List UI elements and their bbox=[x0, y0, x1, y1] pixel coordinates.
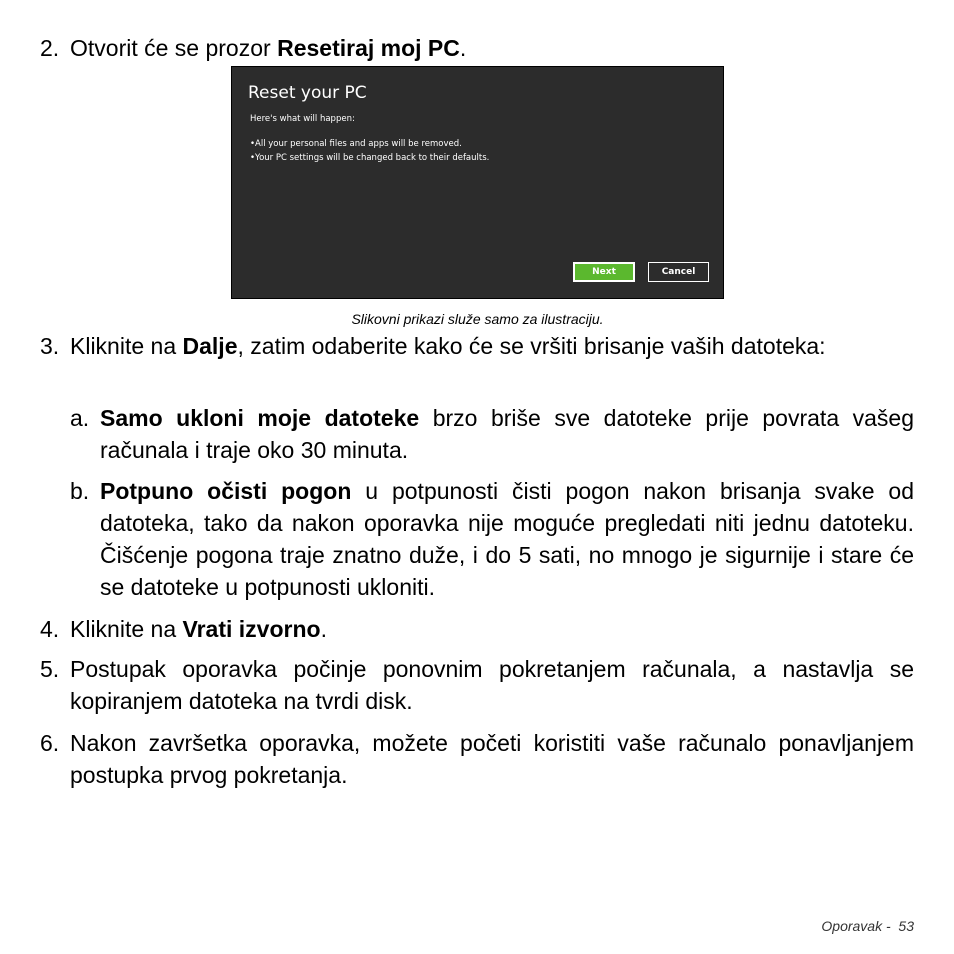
substep-letter: b. bbox=[70, 478, 90, 504]
step-4 bbox=[40, 613, 914, 645]
step-number: 6. bbox=[40, 730, 60, 756]
step-text-end: . bbox=[459, 35, 467, 61]
substep-emphasis: Potpuno očisti pogon bbox=[100, 478, 352, 504]
reset-pc-screenshot bbox=[231, 66, 724, 299]
step-emphasis: Dalje bbox=[182, 333, 238, 359]
step-text: Kliknite na bbox=[70, 333, 183, 359]
step-5 bbox=[40, 653, 914, 717]
footer-section: Oporavak - bbox=[821, 918, 891, 934]
substep-emphasis: Samo ukloni moje datoteke bbox=[100, 405, 420, 431]
step-text: Otvorit će se prozor bbox=[70, 35, 278, 61]
step-emphasis: Vrati izvorno bbox=[182, 616, 321, 642]
step-6 bbox=[40, 727, 914, 791]
substep-text: brzo briše sve datoteke prije povrata vašeg računala i traje oko 30 minuta. bbox=[100, 405, 915, 463]
step-text: Kliknite na bbox=[70, 616, 183, 642]
step-text-end: , zatim odaberite kako će se vršiti brisanje vaših datoteka: bbox=[237, 333, 826, 359]
step-3b bbox=[70, 475, 914, 603]
next-button: Next bbox=[573, 262, 635, 282]
step-number: 3. bbox=[40, 333, 60, 359]
step-emphasis: Resetiraj moj PC bbox=[277, 35, 460, 61]
step-text: Postupak oporavka počinje ponovnim pokretanjem računala, a nastavlja se kopiranjem datoteka na tvrdi disk. bbox=[70, 656, 914, 714]
page-footer bbox=[821, 918, 914, 934]
substep-text: u potpunosti čisti pogon nakon brisanja svake od datoteka, tako da nakon oporavka nije moguće pregledati niti jednu datoteku. Čišćenje pogona traje znatno duže, i do 5 sati, no mnogo je sigurnije i stare će se datoteke u potpunosti ukloniti. bbox=[100, 478, 914, 600]
step-3a bbox=[70, 402, 914, 466]
step-3 bbox=[40, 330, 914, 362]
dialog-bullet: • Your PC settings will be changed back to their defaults. bbox=[250, 151, 489, 165]
dialog-title: Reset your PC bbox=[248, 83, 367, 103]
step-number: 2. bbox=[40, 35, 60, 61]
step-number: 5. bbox=[40, 656, 60, 682]
dialog-subtitle: Here's what will happen: bbox=[250, 114, 355, 124]
step-text: Nakon završetka oporavka, možete početi koristiti vaše računalo ponavljanjem postupka prvog pokretanja. bbox=[70, 730, 914, 788]
step-2 bbox=[40, 32, 914, 64]
step-number: 4. bbox=[40, 616, 60, 642]
substep-letter: a. bbox=[70, 405, 90, 431]
figure-caption: Slikovni prikazi služe samo za ilustraciju. bbox=[351, 311, 604, 327]
cancel-button: Cancel bbox=[648, 262, 709, 282]
step-text-end: . bbox=[320, 616, 327, 642]
page-number: 53 bbox=[898, 918, 914, 934]
dialog-bullet: • All your personal files and apps will be removed. bbox=[250, 137, 489, 151]
dialog-bullet-list bbox=[250, 137, 489, 165]
